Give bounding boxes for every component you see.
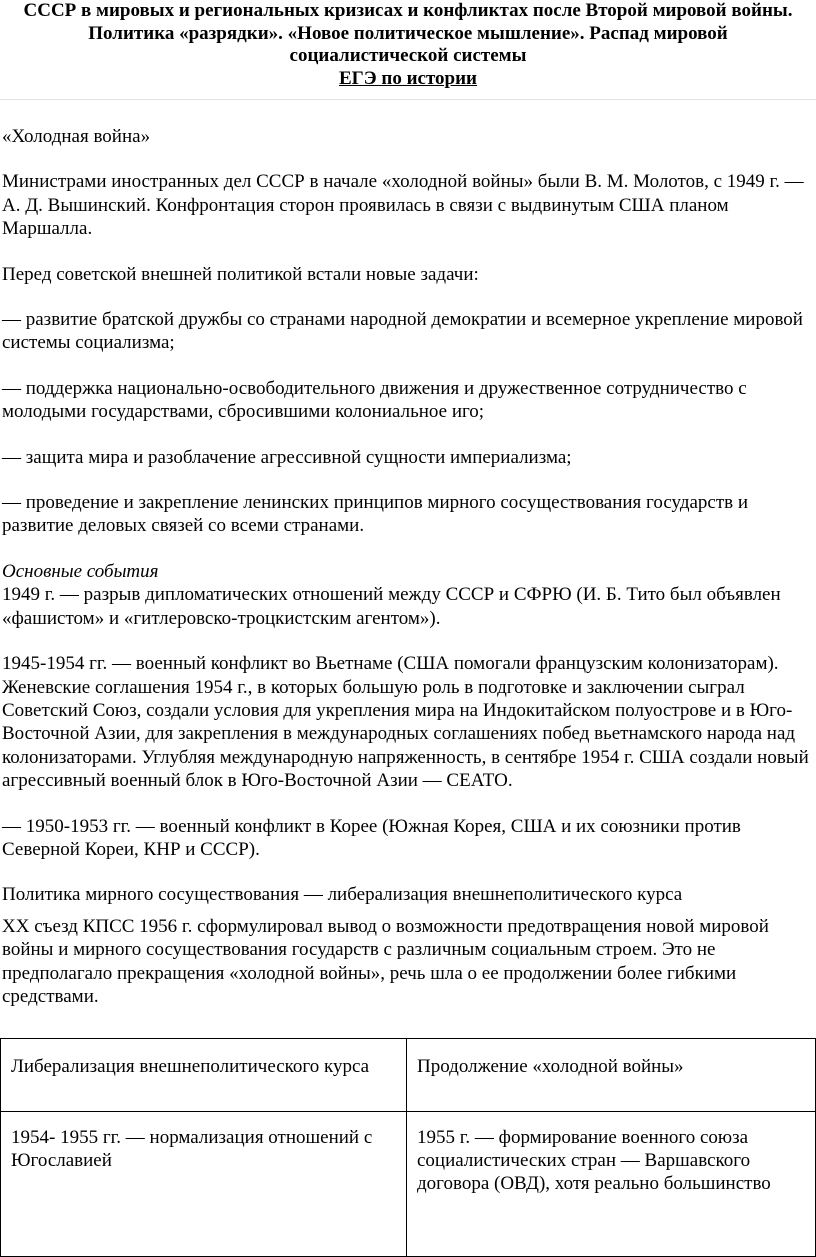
document-body xyxy=(2,125,814,1030)
table-cell: 1955 г. — формирование военного союза социалистических стран — Варшавского договора (ОВД), хотя реально большинство xyxy=(407,1112,816,1257)
title-line-3: социалистической системы xyxy=(289,45,527,66)
section-title-cold-war: «Холодная война» xyxy=(2,126,151,147)
event-korea: — 1950-1953 гг. — военный конфликт в Корее (Южная Корея, США и их союзники против Северной Кореи, КНР и СССР). xyxy=(2,815,741,860)
subtitle-link[interactable]: ЕГЭ по истории xyxy=(338,67,478,89)
paragraph-xx-congress: XX съезд КПСС 1956 г. сформулировал вывод о возможности предотвращения новой мировой войны и мирного сосуществования государств с различным социальным строем. Это не предполагало прекращения «холодной войны», речь шла о ее продолжении более гибкими средствами. xyxy=(2,915,769,1007)
table-header-cold-war: Продолжение «холодной войны» xyxy=(407,1039,816,1112)
table-row xyxy=(1,1112,816,1257)
title-line-1: СССР в мировых и региональных кризисах и конфликтах после Второй мировой войны. xyxy=(23,0,793,21)
task-item-4: — проведение и закрепление ленинских принципов мирного сосуществования государств и развитие деловых связей со всеми странами. xyxy=(2,492,749,537)
table-header-liberalization: Либерализация внешнеполитического курса xyxy=(1,1039,407,1112)
paragraph-tasks-intro: Перед советской внешней политикой встали новые задачи: xyxy=(2,263,479,285)
event-1949: 1949 г. — разрыв дипломатических отношений между СССР и СФРЮ (И. Б. Тито был объявлен «фашистом» и «гитлеровско-троцкистским агентом»). xyxy=(2,584,781,629)
header-divider xyxy=(0,99,816,100)
task-item-3: — защита мира и разоблачение агрессивной сущности империализма; xyxy=(2,446,572,468)
table-header-row xyxy=(1,1039,816,1112)
document-header xyxy=(0,0,816,100)
comparison-table xyxy=(0,1038,816,1257)
event-vietnam: 1945-1954 гг. — военный конфликт во Вьетнаме (США помогали французским колонизаторам). Женевские соглашения 1954 г., в которых большую роль в подготовке и заключении сыграл Советский Союз, создали условия для укрепления мира на Индокитайском полуострове и в Юго-Восточной Азии, для закрепления в международных соглашениях побед вьетнамского народа над колонизаторами. Углубляя международную напряженность, в сентябре 1954 г. США создали новый агрессивный военный блок в Юго-Восточной Азии — СЕАТО. xyxy=(2,653,809,792)
title-line-2: Политика «разрядки». «Новое политическое мышление». Распад мировой xyxy=(88,22,728,44)
task-item-2: — поддержка национально-освободительного движения и дружественное сотрудничество с молодыми государствами, сбросившими колониальное иго; xyxy=(2,377,747,423)
table-cell: 1954- 1955 гг. — нормализация отношений с Югославией xyxy=(1,1112,407,1257)
paragraph-ministers: Министрами иностранных дел СССР в начале «холодной войны» были В. М. Молотов, с 1949 г. — А. Д. Вышинский. Конфронтация сторон проявилась в связи с выдвинутым США планом Маршалла. xyxy=(2,171,804,240)
section-title-peaceful-coexistence: Политика мирного сосуществования — либерализация внешнеполитического курса xyxy=(2,884,683,906)
events-heading: Основные события xyxy=(2,560,159,582)
task-item-1: — развитие братской дружбы со странами народной демократии и всемерное укрепление мировой системы социализма; xyxy=(2,309,803,354)
